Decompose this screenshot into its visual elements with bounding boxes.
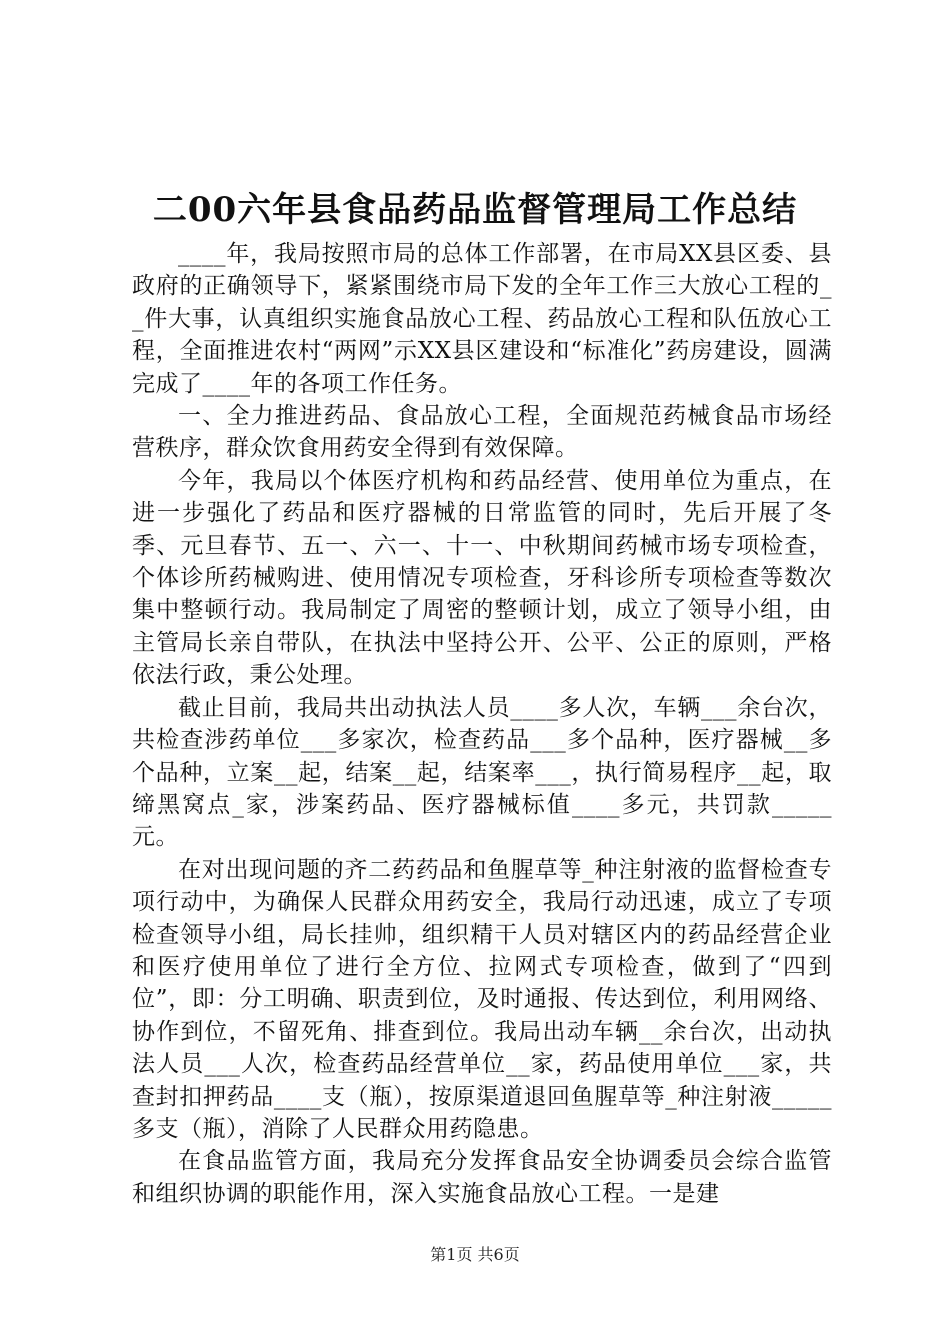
- paragraph-section-heading: 一、全力推进药品、食品放心工程，全面规范药械食品市场经营秩序，群众饮食用药安全得到有效保障。: [132, 403, 832, 462]
- document-body: [132, 238, 832, 1210]
- paragraph-intro: ____年，我局按照市局的总体工作部署，在市局XX县区委、县政府的正确领导下，紧紧围绕市局下发的全年工作三大放心工程的__件大事，认真组织实施食品放心工程、药品放心工程和队伍放心工程，全面推进农村“两网”示XX县区建设和“标准化”药房建设，圆满完成了____年的各项工作任务。: [132, 241, 832, 397]
- paragraph-statistics: 截止目前，我局共出动执法人员____多人次，车辆___余台次，共检查涉药单位___多家次，检查药品___多个品种，医疗器械__多个品种，立案__起，结案__起，结案率___，执行简易程序__起，取缔黑窝点_家，涉案药品、医疗器械标值____多元，共罚款_____元。: [132, 694, 832, 851]
- paragraph-special-action: 在对出现问题的齐二药药品和鱼腥草等_种注射液的监督检查专项行动中，为确保人民群众用药安全，我局行动迅速，成立了专项检查领导小组，局长挂帅，组织精干人员对辖区内的药品经营企业和医疗使用单位了进行全方位、拉网式专项检查，做到了“四到位”，即：分工明确、职责到位，及时通报、传达到位，利用网络、协作到位，不留死角、排查到位。我局出动车辆__余台次，出动执法人员___人次，检查药品经营单位__家，药品使用单位___家，共查封扣押药品____支（瓶），按原渠道退回鱼腥草等_种注射液_____多支（瓶），消除了人民群众用药隐患。: [132, 856, 832, 1142]
- page-number-footer: 第1页 共6页: [430, 1245, 520, 1264]
- paragraph-food-supervision: 在食品监管方面，我局充分发挥食品安全协调委员会综合监管和组织协调的职能作用，深入实施食品放心工程。一是建: [132, 1148, 832, 1207]
- document-title: 二00六年县食品药品监督管理局工作总结: [152, 190, 798, 230]
- paragraph-inspections: 今年，我局以个体医疗机构和药品经营、使用单位为重点，在进一步强化了药品和医疗器械的日常监管的同时，先后开展了冬季、元旦春节、五一、六一、十一、中秋期间药械市场专项检查，个体诊所药械购进、使用情况专项检查，牙科诊所专项检查等数次集中整顿行动。我局制定了周密的整顿计划，成立了领导小组，由主管局长亲自带队，在执法中坚持公开、公平、公正的原则，严格依法行政，秉公处理。: [132, 467, 832, 689]
